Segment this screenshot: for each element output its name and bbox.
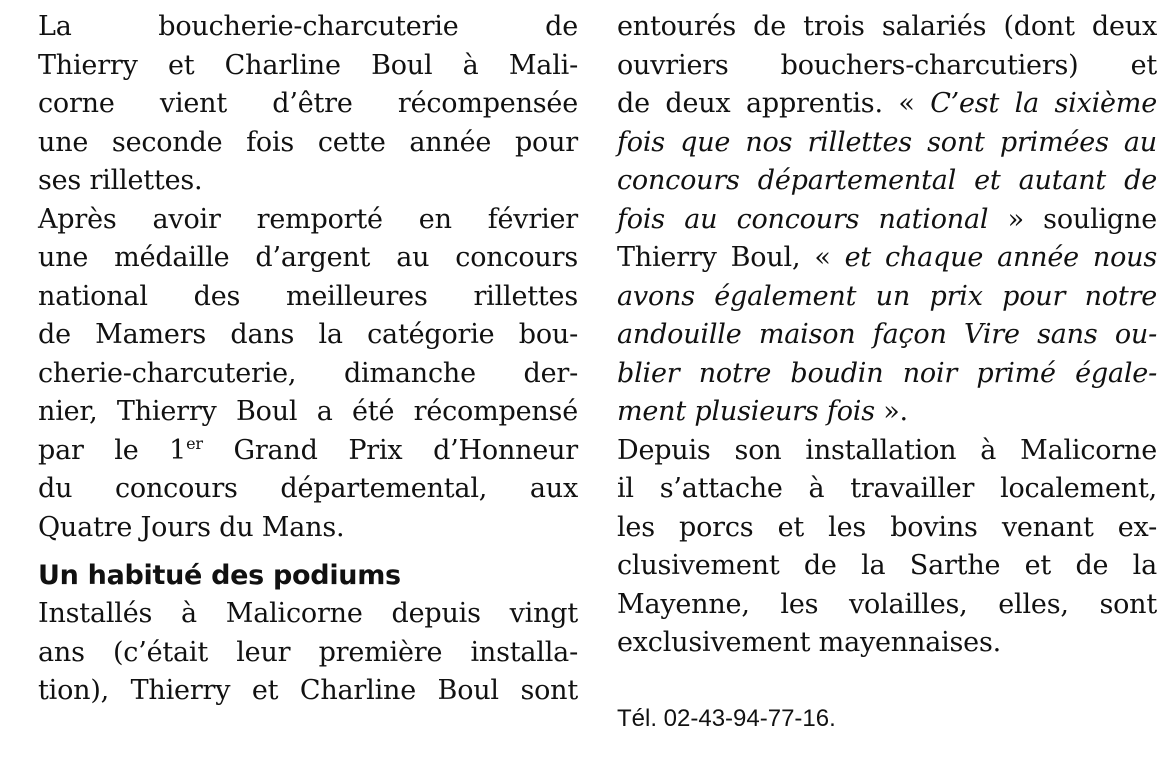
text-fragment: Grand Prix d’Honneur [202,434,578,466]
text-line [617,239,1157,278]
quote-line: andouille maison façon Vire sans ou- [617,319,1157,350]
text-line: du concours départemental, aux [38,473,578,504]
text-line: Thierry et Charline Boul à Mali- [38,49,578,81]
text-line: les porcs et les bovins venant ex- [617,511,1157,543]
text-line [617,85,1157,124]
text-line: tion), Thierry et Charline Boul sont [38,675,578,706]
text-line: exclusivement mayennaises. [617,627,1001,658]
left-column [38,8,578,711]
text-line: Mayenne, les volailles, elles, sont [617,588,1157,620]
text-line: Depuis son installation à Malicorne [617,434,1157,466]
text-fragment: ». [874,396,908,427]
text-fragment: Thierry Boul, « [617,242,845,273]
superscript-ordinal: er [186,433,203,453]
quote-line: fois que nos rillettes sont primées au [617,126,1157,158]
text-line: Après avoir remporté en février [38,203,578,235]
telephone-number: Tél. 02-43-94-77-16. [617,705,836,732]
text-line: une seconde fois cette année pour [38,126,578,158]
text-line: ouvriers bouchers-charcutiers) et [617,49,1157,81]
text-line: clusivement de la Sarthe et de la [617,550,1157,581]
text-line: nier, Thierry Boul a été récompensé [38,396,578,427]
text-line: Quatre Jours du Mans. [38,511,345,543]
right-column [617,8,1157,663]
text-fragment: » souligne [988,203,1157,235]
text-line: La boucherie-charcuterie de [38,11,578,42]
quote-line: blier notre boudin noir primé égale- [617,357,1157,389]
text-line: une médaille d’argent au concours [38,242,578,273]
quote-fragment: fois au concours national [617,203,989,235]
quote-fragment: ment plusieurs fois [617,396,875,427]
quote-fragment: C’est la sixième [930,88,1157,119]
quote-line: avons également un prix pour notre [617,280,1157,312]
text-line: ans (c’était leur première installa- [38,636,578,668]
text-line [617,393,1157,432]
quote-fragment: et chaque année nous [844,242,1157,273]
text-line: Installés à Malicorne depuis vingt [38,598,578,629]
text-line [38,432,578,471]
text-line: corne vient d’être récompensée [38,88,578,119]
text-line: cherie-charcuterie, dimanche der- [38,357,578,389]
text-line [617,201,1157,240]
text-line: ses rillettes. [38,165,203,196]
text-fragment: de deux apprentis. « [617,88,931,119]
text-line: entourés de trois salariés (dont deux [617,11,1157,42]
text-line: il s’attache à travailler localement, [617,473,1157,504]
section-subheading: Un habitué des podiums [38,560,401,591]
text-fragment: par le 1 [38,434,187,466]
text-line: national des meilleures rillettes [38,280,578,312]
text-line: de Mamers dans la catégorie bou- [38,319,578,350]
quote-line: concours départemental et autant de [617,165,1157,196]
